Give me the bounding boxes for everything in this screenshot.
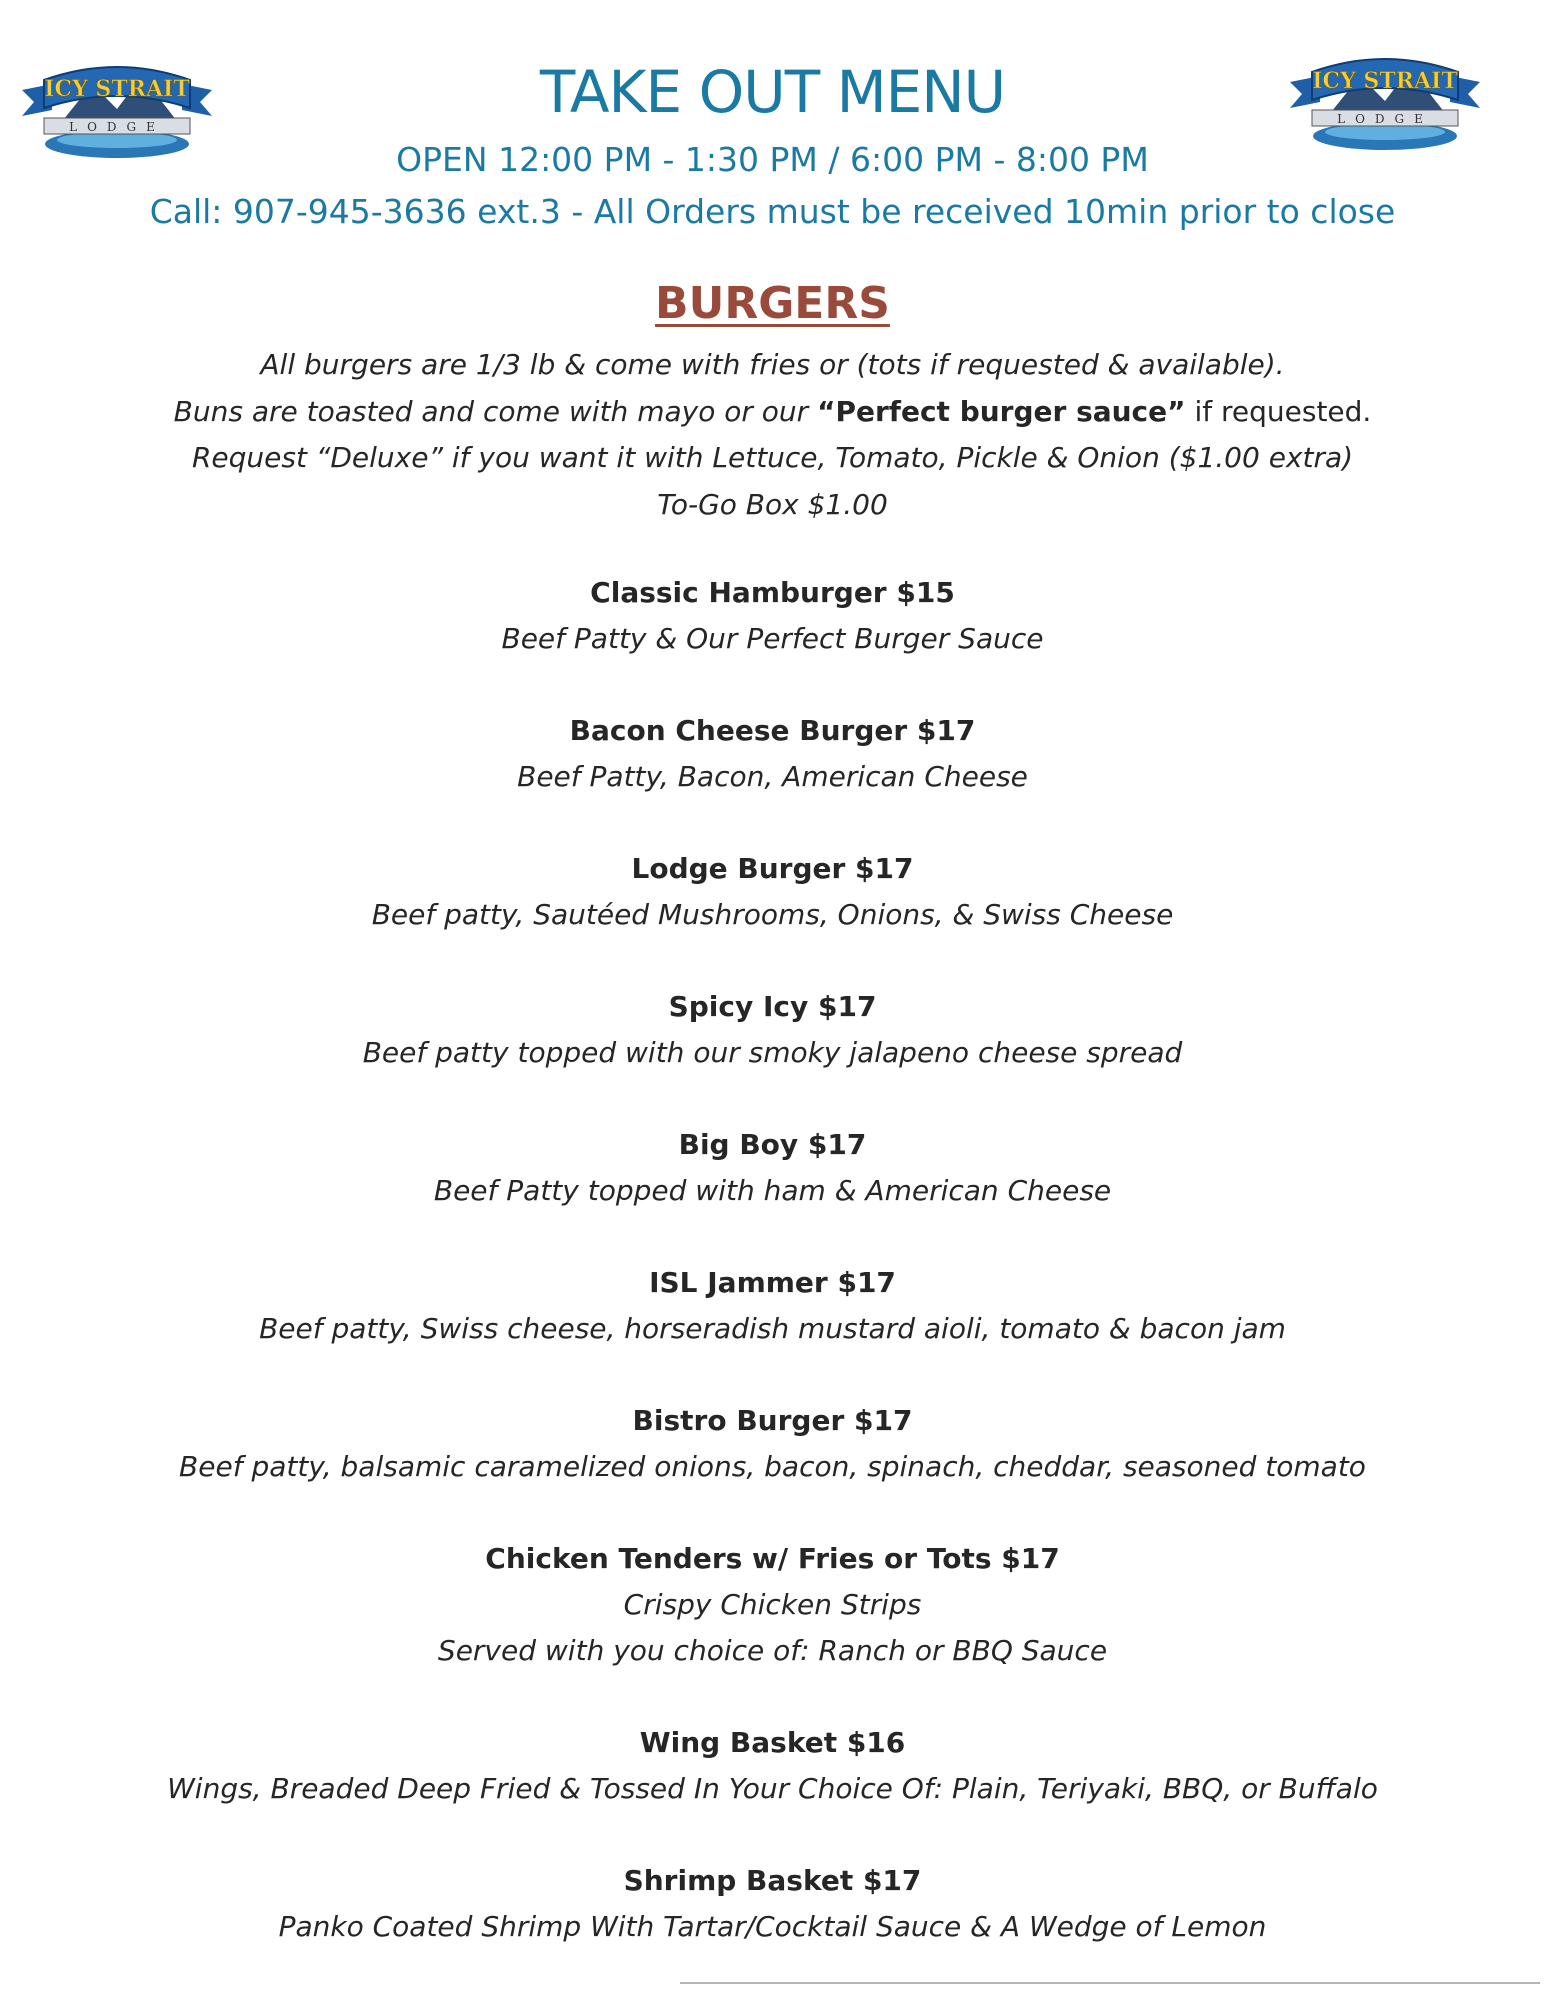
logo-right-bottom-text: LODGE xyxy=(1337,112,1433,126)
menu-item-description: Beef Patty & Our Perfect Burger Sauce xyxy=(501,622,1044,655)
menu-item-description: Beef patty, Swiss cheese, horseradish mustard aioli, tomato & bacon jam xyxy=(259,1312,1286,1345)
menu-item-description: Beef patty topped with our smoky jalapeno cheese spread xyxy=(362,1036,1183,1069)
intro-text-upright: if requested. xyxy=(1185,394,1372,428)
menu-item-name: Lodge Burger $17 xyxy=(631,852,914,885)
call-info: Call: 907-945-3636 ext.3 - All Orders must be received 10min prior to close xyxy=(149,192,1396,231)
menu-item xyxy=(0,1260,1545,1352)
intro-text: Buns are toasted and come with mayo or our xyxy=(173,394,818,428)
menu-item-name: Bistro Burger $17 xyxy=(632,1404,913,1437)
menu-item-description: Beef Patty topped with ham & American Cheese xyxy=(433,1174,1112,1207)
section-intro xyxy=(0,342,1545,528)
menu-item xyxy=(0,846,1545,938)
menu-item xyxy=(0,570,1545,662)
menu-item-name: Classic Hamburger $15 xyxy=(590,576,955,609)
intro-bold-text: “Perfect burger sauce” xyxy=(817,394,1186,428)
intro-line: Request “Deluxe” if you want it with Lettuce, Tomato, Pickle & Onion ($1.00 extra) xyxy=(191,441,1354,474)
logo-left-top-text: ICY STRAIT xyxy=(44,76,190,102)
intro-line: All burgers are 1/3 lb & come with fries or (tots if requested & available). xyxy=(260,348,1285,381)
menu-item-description: Panko Coated Shrimp With Tartar/Cocktail Sauce & A Wedge of Lemon xyxy=(278,1910,1267,1943)
intro-line xyxy=(0,389,1545,436)
menu-item-name: Big Boy $17 xyxy=(678,1128,867,1161)
page-title: TAKE OUT MENU xyxy=(539,58,1006,126)
menu-item xyxy=(0,708,1545,800)
menu-item-name: Shrimp Basket $17 xyxy=(623,1864,922,1897)
menu-item-description: Served with you choice of: Ranch or BBQ Sauce xyxy=(437,1634,1108,1667)
opening-hours: OPEN 12:00 PM - 1:30 PM / 6:00 PM - 8:00 PM xyxy=(396,140,1149,179)
menu-item xyxy=(0,1858,1545,1950)
menu-items-list xyxy=(0,570,1545,1996)
menu-item-name: Chicken Tenders w/ Fries or Tots $17 xyxy=(485,1542,1060,1575)
section-title-text: BURGERS xyxy=(655,278,890,329)
menu-item xyxy=(0,1122,1545,1214)
logo-left-bottom-text: LODGE xyxy=(69,120,165,134)
menu-item-description: Beef patty, balsamic caramelized onions, bacon, spinach, cheddar, seasoned tomato xyxy=(179,1450,1366,1483)
section-title xyxy=(0,276,1545,332)
menu-item-name: Bacon Cheese Burger $17 xyxy=(569,714,976,747)
menu-item-description: Crispy Chicken Strips xyxy=(623,1588,922,1621)
logo-right-top-text: ICY STRAIT xyxy=(1312,68,1458,94)
menu-item-description: Wings, Breaded Deep Fried & Tossed In Your Choice Of: Plain, Teriyaki, BBQ, or Buffalo xyxy=(167,1772,1378,1805)
divider xyxy=(680,1982,1540,1984)
menu-item-description: Beef patty, Sautéed Mushrooms, Onions, & Swiss Cheese xyxy=(371,898,1174,931)
menu-item-name: Wing Basket $16 xyxy=(639,1726,906,1759)
menu-item-name: Spicy Icy $17 xyxy=(668,990,877,1023)
menu-item xyxy=(0,1720,1545,1812)
intro-line: To-Go Box $1.00 xyxy=(657,487,888,521)
menu-item-description: Beef Patty, Bacon, American Cheese xyxy=(517,760,1028,793)
menu-item xyxy=(0,984,1545,1076)
menu-item xyxy=(0,1536,1545,1674)
menu-item xyxy=(0,1398,1545,1490)
menu-item-name: ISL Jammer $17 xyxy=(649,1266,896,1299)
